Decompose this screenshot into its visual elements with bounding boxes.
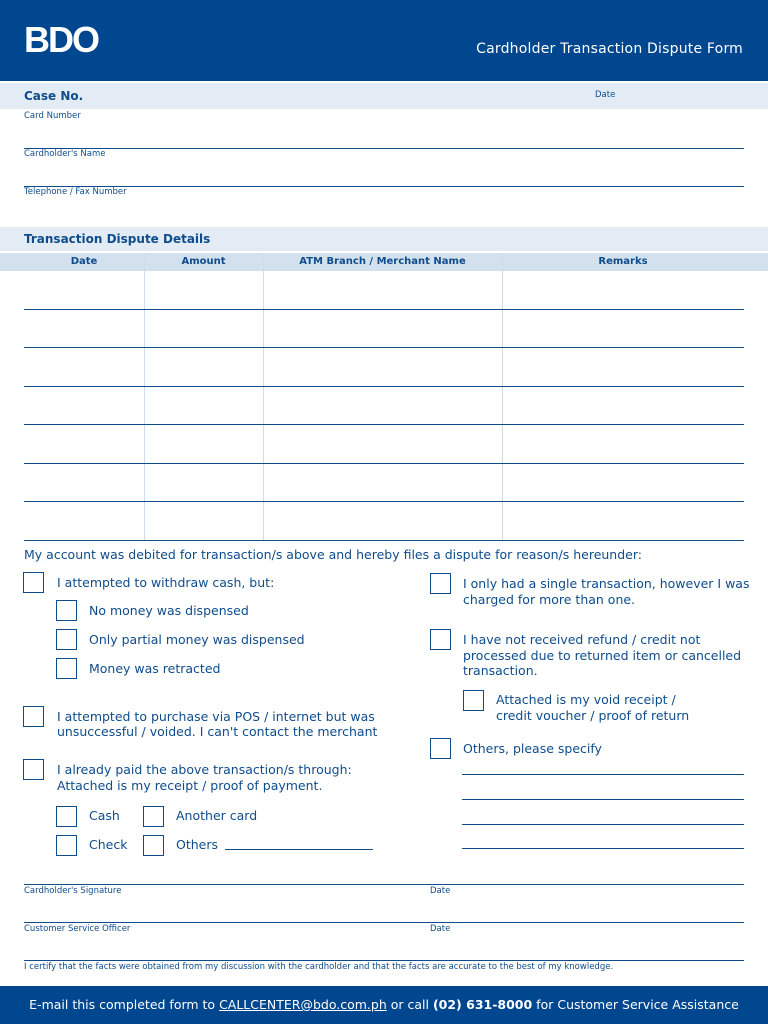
cardholder-signature-label: Cardholder's Signature: [24, 886, 122, 896]
money-retracted-label: Money was retracted: [89, 661, 221, 676]
phone-number: (02) 631-8000: [432, 997, 533, 1012]
cardholder-date-label: Date: [430, 886, 451, 896]
cash-checkbox[interactable]: [56, 806, 77, 827]
others-specify-field[interactable]: [462, 774, 744, 775]
table-col-divider: [263, 253, 264, 540]
table-row[interactable]: [24, 386, 744, 387]
money-retracted-checkbox[interactable]: [56, 658, 77, 679]
withdraw-cash-checkbox[interactable]: [23, 572, 44, 593]
table-row[interactable]: [24, 347, 744, 348]
pos-internet-checkbox[interactable]: [23, 706, 44, 727]
table-col-divider: [502, 253, 503, 540]
others-specify-label: Others, please specify: [463, 741, 602, 756]
partial-money-checkbox[interactable]: [56, 629, 77, 650]
certification-text: I certify that the facts were obtained from my discussion with the cardholder and that the facts are accurate to the best of my knowledge.: [24, 962, 614, 972]
no-money-checkbox[interactable]: [56, 600, 77, 621]
already-paid-checkbox[interactable]: [23, 759, 44, 780]
col-header-date: Date: [70, 256, 98, 267]
cardholder-signature-field[interactable]: [24, 922, 744, 923]
dispute-details-band: [0, 227, 768, 251]
void-receipt-label-line1: Attached is my void receipt /: [496, 692, 676, 707]
single-transaction-checkbox[interactable]: [430, 573, 451, 594]
case-no-band: [0, 83, 768, 109]
card-number-label: Card Number: [24, 111, 81, 121]
table-row[interactable]: [24, 501, 744, 502]
others-specify-checkbox[interactable]: [430, 738, 451, 759]
single-transaction-label-line2: charged for more than one.: [463, 592, 636, 607]
no-money-label: No money was dispensed: [89, 603, 249, 618]
form-title: Cardholder Transaction Dispute Form: [476, 41, 743, 57]
telephone-label: Telephone / Fax Number: [24, 187, 127, 197]
others-specify-field[interactable]: [462, 848, 744, 849]
another-card-label: Another card: [176, 808, 258, 823]
already-paid-label-line2: Attached is my receipt / proof of payment.: [57, 778, 323, 793]
col-header-amount: Amount: [181, 256, 226, 267]
cash-label: Cash: [89, 808, 120, 823]
email-link[interactable]: CALLCENTER@bdo.com.ph: [219, 997, 387, 1012]
others-payment-checkbox[interactable]: [143, 835, 164, 856]
void-receipt-checkbox[interactable]: [463, 690, 484, 711]
cso-label: Customer Service Officer: [24, 924, 131, 934]
signature-divider: [24, 884, 744, 885]
check-label: Check: [89, 837, 128, 852]
refund-label-line3: transaction.: [463, 663, 538, 678]
header-bar: [0, 0, 768, 81]
refund-label-line1: I have not received refund / credit not: [463, 632, 701, 647]
case-no-label: Case No.: [24, 89, 84, 103]
table-row[interactable]: [24, 540, 744, 541]
refund-label-line2: processed due to returned item or cancelled: [463, 648, 742, 663]
withdraw-cash-label: I attempted to withdraw cash, but:: [57, 575, 275, 590]
col-header-remarks: Remarks: [598, 256, 648, 267]
footer-bar: [0, 986, 768, 1024]
footer-suffix: for Customer Service Assistance: [532, 997, 739, 1012]
pos-internet-label-line2: unsuccessful / voided. I can't contact the merchant: [57, 724, 378, 739]
pos-internet-label-line1: I attempted to purchase via POS / internet but was: [57, 709, 375, 724]
table-row[interactable]: [24, 309, 744, 310]
others-specify-field[interactable]: [462, 824, 744, 825]
already-paid-label-line1: I already paid the above transaction/s through:: [57, 762, 352, 777]
footer-prefix: E-mail this completed form to: [29, 997, 220, 1012]
case-date-label: Date: [595, 90, 616, 100]
table-row[interactable]: [24, 424, 744, 425]
dispute-details-title: Transaction Dispute Details: [24, 232, 211, 246]
bdo-logo: BDO: [24, 19, 98, 60]
col-header-merchant: ATM Branch / Merchant Name: [299, 256, 466, 267]
cso-date-label: Date: [430, 924, 451, 934]
footer-middle: or call: [386, 997, 433, 1012]
table-row[interactable]: [24, 463, 744, 464]
cardholder-name-label: Cardholder's Name: [24, 149, 106, 159]
cso-signature-field[interactable]: [24, 960, 744, 961]
others-specify-field[interactable]: [462, 799, 744, 800]
card-number-field[interactable]: [24, 148, 744, 149]
others-payment-label: Others: [176, 837, 219, 852]
partial-money-label: Only partial money was dispensed: [89, 632, 305, 647]
void-receipt-label-line2: credit voucher / proof of return: [496, 708, 690, 723]
another-card-checkbox[interactable]: [143, 806, 164, 827]
cardholder-name-field[interactable]: [24, 186, 744, 187]
refund-not-received-checkbox[interactable]: [430, 629, 451, 650]
dispute-statement: My account was debited for transaction/s above and hereby files a dispute for reason/s hereunder:: [24, 547, 642, 562]
table-col-divider: [144, 253, 145, 540]
others-payment-field[interactable]: [225, 849, 373, 850]
check-checkbox[interactable]: [56, 835, 77, 856]
single-transaction-label-line1: I only had a single transaction, however I was: [463, 576, 750, 591]
